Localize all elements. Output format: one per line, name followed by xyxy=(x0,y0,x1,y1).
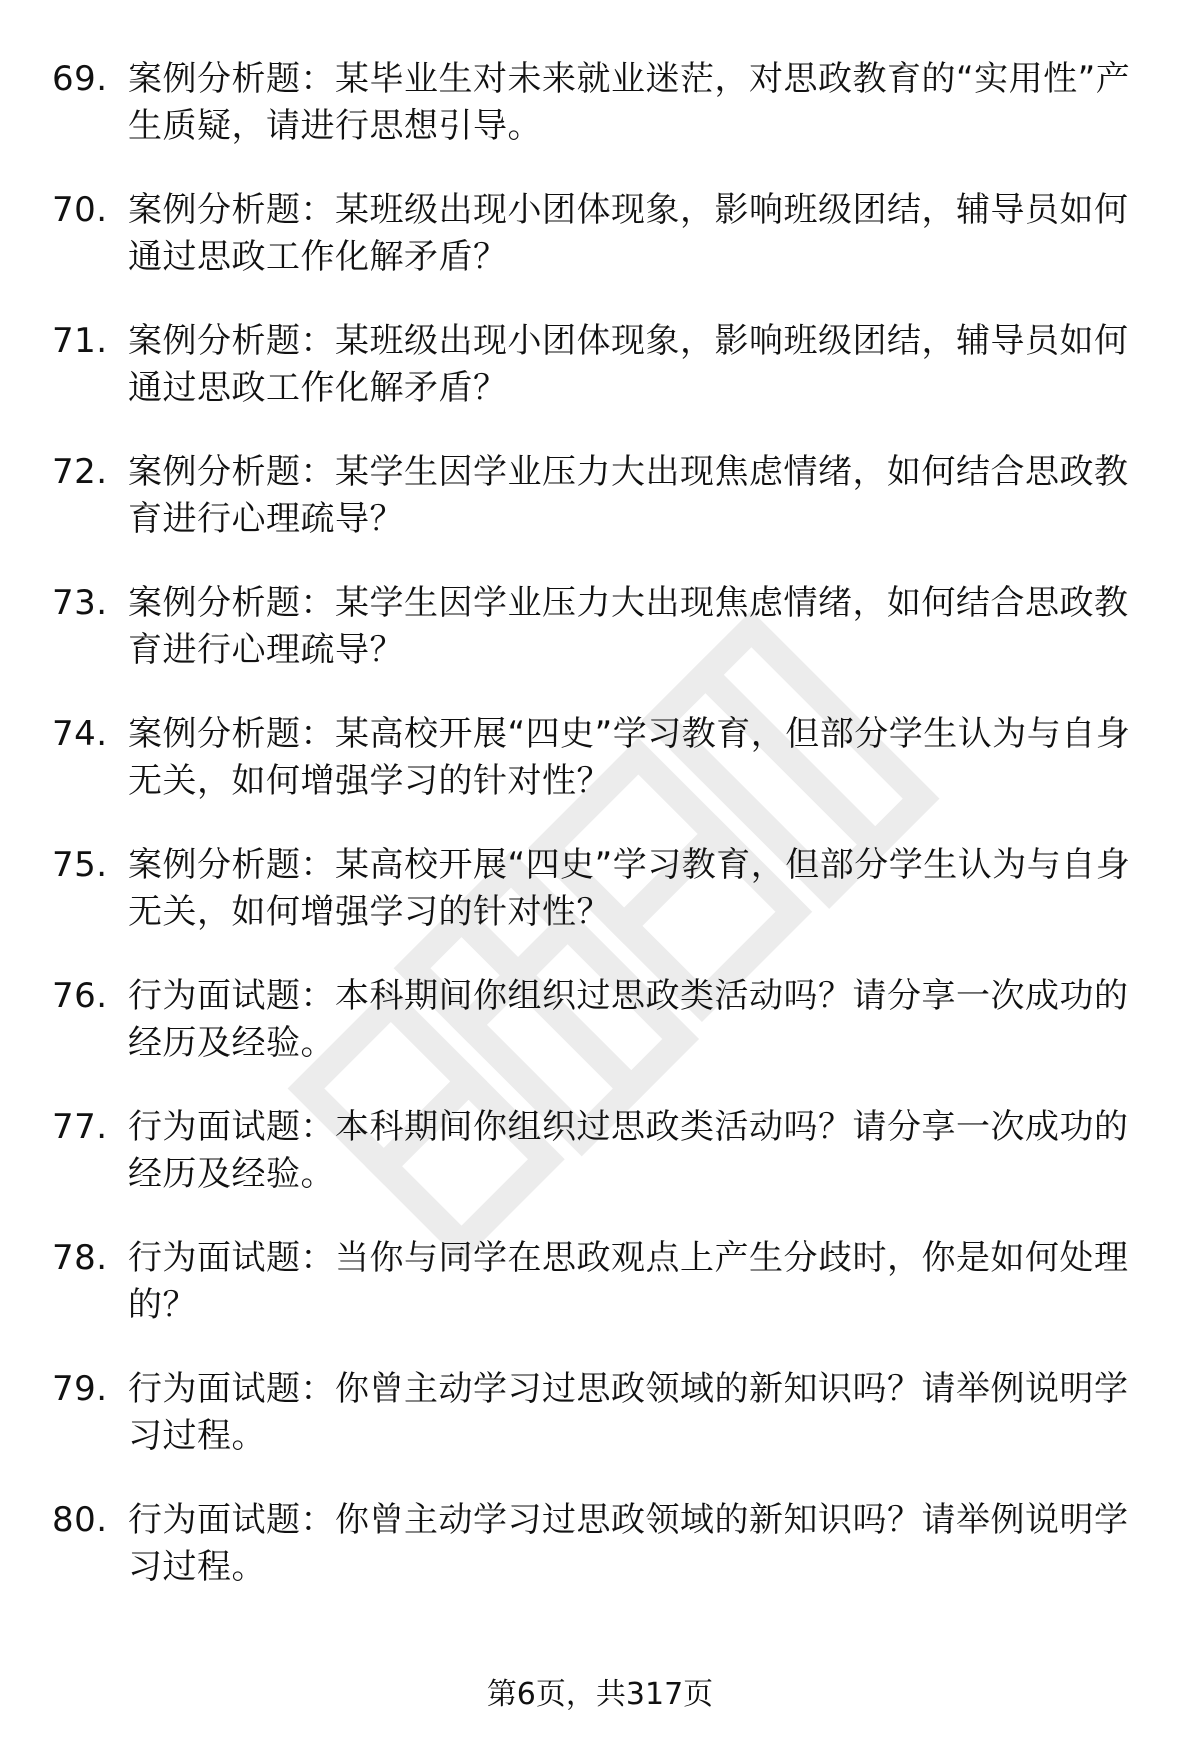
question-number: 71. xyxy=(52,321,108,361)
list-item xyxy=(52,1104,1152,1198)
list-item xyxy=(52,56,1152,150)
list-item xyxy=(52,318,1152,412)
list-item xyxy=(52,1497,1152,1591)
list-item xyxy=(52,842,1152,936)
question-number: 75. xyxy=(52,845,108,885)
question-text: 案例分析题：某学生因学业压力大出现焦虑情绪，如何结合思政教育进行心理疏导？ xyxy=(128,452,1129,539)
question-text: 行为面试题：当你与同学在思政观点上产生分歧时，你是如何处理的？ xyxy=(128,1238,1129,1325)
question-text: 行为面试题：本科期间你组织过思政类活动吗？请分享一次成功的经历及经验。 xyxy=(128,1107,1129,1194)
list-item xyxy=(52,973,1152,1067)
question-text: 案例分析题：某班级出现小团体现象，影响班级团结，辅导员如何通过思政工作化解矛盾？ xyxy=(128,321,1129,408)
question-number: 74. xyxy=(52,714,108,754)
question-text: 案例分析题：某高校开展“四史”学习教育，但部分学生认为与自身无关，如何增强学习的针对性？ xyxy=(128,845,1131,932)
list-item xyxy=(52,449,1152,543)
question-number: 80. xyxy=(52,1500,108,1540)
question-text: 案例分析题：某学生因学业压力大出现焦虑情绪，如何结合思政教育进行心理疏导？ xyxy=(128,583,1129,670)
question-number: 72. xyxy=(52,452,108,492)
question-text: 行为面试题：你曾主动学习过思政领域的新知识吗？请举例说明学习过程。 xyxy=(128,1500,1129,1587)
list-item xyxy=(52,187,1152,281)
question-number: 70. xyxy=(52,190,108,230)
question-text: 行为面试题：你曾主动学习过思政领域的新知识吗？请举例说明学习过程。 xyxy=(128,1369,1129,1456)
list-item xyxy=(52,1366,1152,1460)
list-item xyxy=(52,580,1152,674)
question-number: 69. xyxy=(52,59,108,99)
question-text: 案例分析题：某班级出现小团体现象，影响班级团结，辅导员如何通过思政工作化解矛盾？ xyxy=(128,190,1129,277)
question-text: 行为面试题：本科期间你组织过思政类活动吗？请分享一次成功的经历及经验。 xyxy=(128,976,1129,1063)
list-item xyxy=(52,1235,1152,1329)
question-text: 案例分析题：某毕业生对未来就业迷茫，对思政教育的“实用性”产生质疑，请进行思想引导。 xyxy=(128,59,1131,146)
question-text: 案例分析题：某高校开展“四史”学习教育，但部分学生认为与自身无关，如何增强学习的针对性？ xyxy=(128,714,1131,801)
list-item xyxy=(52,711,1152,805)
question-list xyxy=(52,56,1152,1628)
page-footer: 第6页，共317页 xyxy=(486,1677,714,1712)
question-number: 79. xyxy=(52,1369,108,1409)
question-number: 78. xyxy=(52,1238,108,1278)
question-number: 76. xyxy=(52,976,108,1016)
question-number: 73. xyxy=(52,583,108,623)
question-number: 77. xyxy=(52,1107,108,1147)
